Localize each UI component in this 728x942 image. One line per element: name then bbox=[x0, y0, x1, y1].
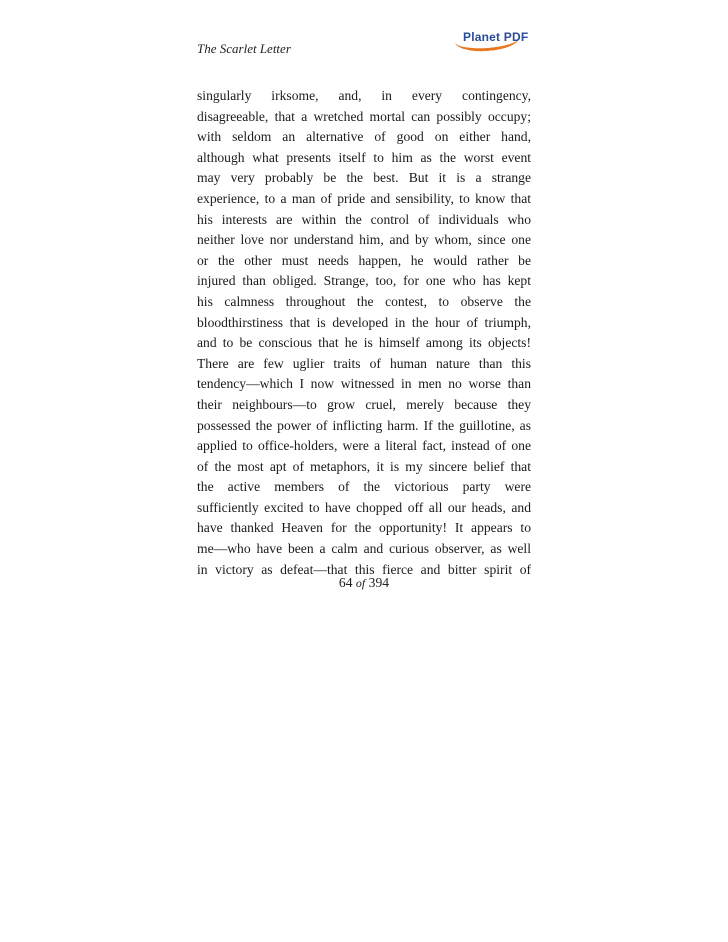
text-line: possessed the power of inflicting harm. If the guillotine, as bbox=[197, 417, 531, 433]
text-line: me—who have been a calm and curious observer, as well bbox=[197, 541, 531, 557]
text-line: There are few uglier traits of human nature than this bbox=[197, 355, 531, 371]
running-title: The Scarlet Letter bbox=[197, 41, 291, 56]
page-of-label: of bbox=[355, 576, 366, 590]
text-line: and to be conscious that he is himself among its objects! bbox=[197, 335, 531, 351]
text-line: in victory as defeat—that this fierce and bitter spirit of bbox=[197, 561, 532, 577]
logo-text: Planet PDF bbox=[463, 30, 529, 44]
text-line: tendency—which I now witnessed in men no worse than bbox=[197, 376, 531, 392]
planet-pdf-logo bbox=[457, 26, 528, 48]
text-line: neither love nor understand him, and by whom, since one bbox=[197, 232, 531, 248]
text-line: experience, to a man of pride and sensibility, to know that bbox=[197, 190, 532, 206]
text-line: the active members of the victorious party were bbox=[197, 479, 532, 495]
text-line: their neighbours—to grow cruel, merely because they bbox=[197, 396, 532, 412]
text-line: disagreeable, that a wretched mortal can possibly occupy; bbox=[197, 108, 532, 124]
text-line: or the other must needs happen, he would rather be bbox=[197, 252, 531, 268]
page-total: 394 bbox=[368, 575, 390, 590]
text-line: applied to office-holders, were a literal fact, instead of one bbox=[197, 438, 531, 454]
text-line: bloodthirstiness that is developed in the hour of triumph, bbox=[197, 314, 531, 330]
text-line: his interests are within the control of individuals who bbox=[197, 211, 532, 227]
text-line: singularly irksome, and, in every contingency, bbox=[197, 88, 531, 103]
text-line: have thanked Heaven for the opportunity! It appears to bbox=[197, 520, 531, 536]
text-line: sufficiently excited to have chopped off all our heads, and bbox=[197, 499, 531, 515]
text-line: may very probably be the best. But it is a strange bbox=[197, 170, 531, 186]
body-paragraph bbox=[197, 86, 531, 580]
text-line: although what presents itself to him as the worst event bbox=[197, 149, 532, 165]
text-line: of the most apt of metaphors, it is my sincere belief that bbox=[197, 458, 531, 474]
text-line: injured than obliged. Strange, too, for one who has kept bbox=[197, 273, 532, 289]
text-line: with seldom an alternative of good on either hand, bbox=[197, 129, 532, 145]
page-current: 64 bbox=[338, 575, 353, 590]
text-line: his calmness throughout the contest, to observe the bbox=[197, 293, 532, 309]
page-number bbox=[0, 575, 728, 591]
